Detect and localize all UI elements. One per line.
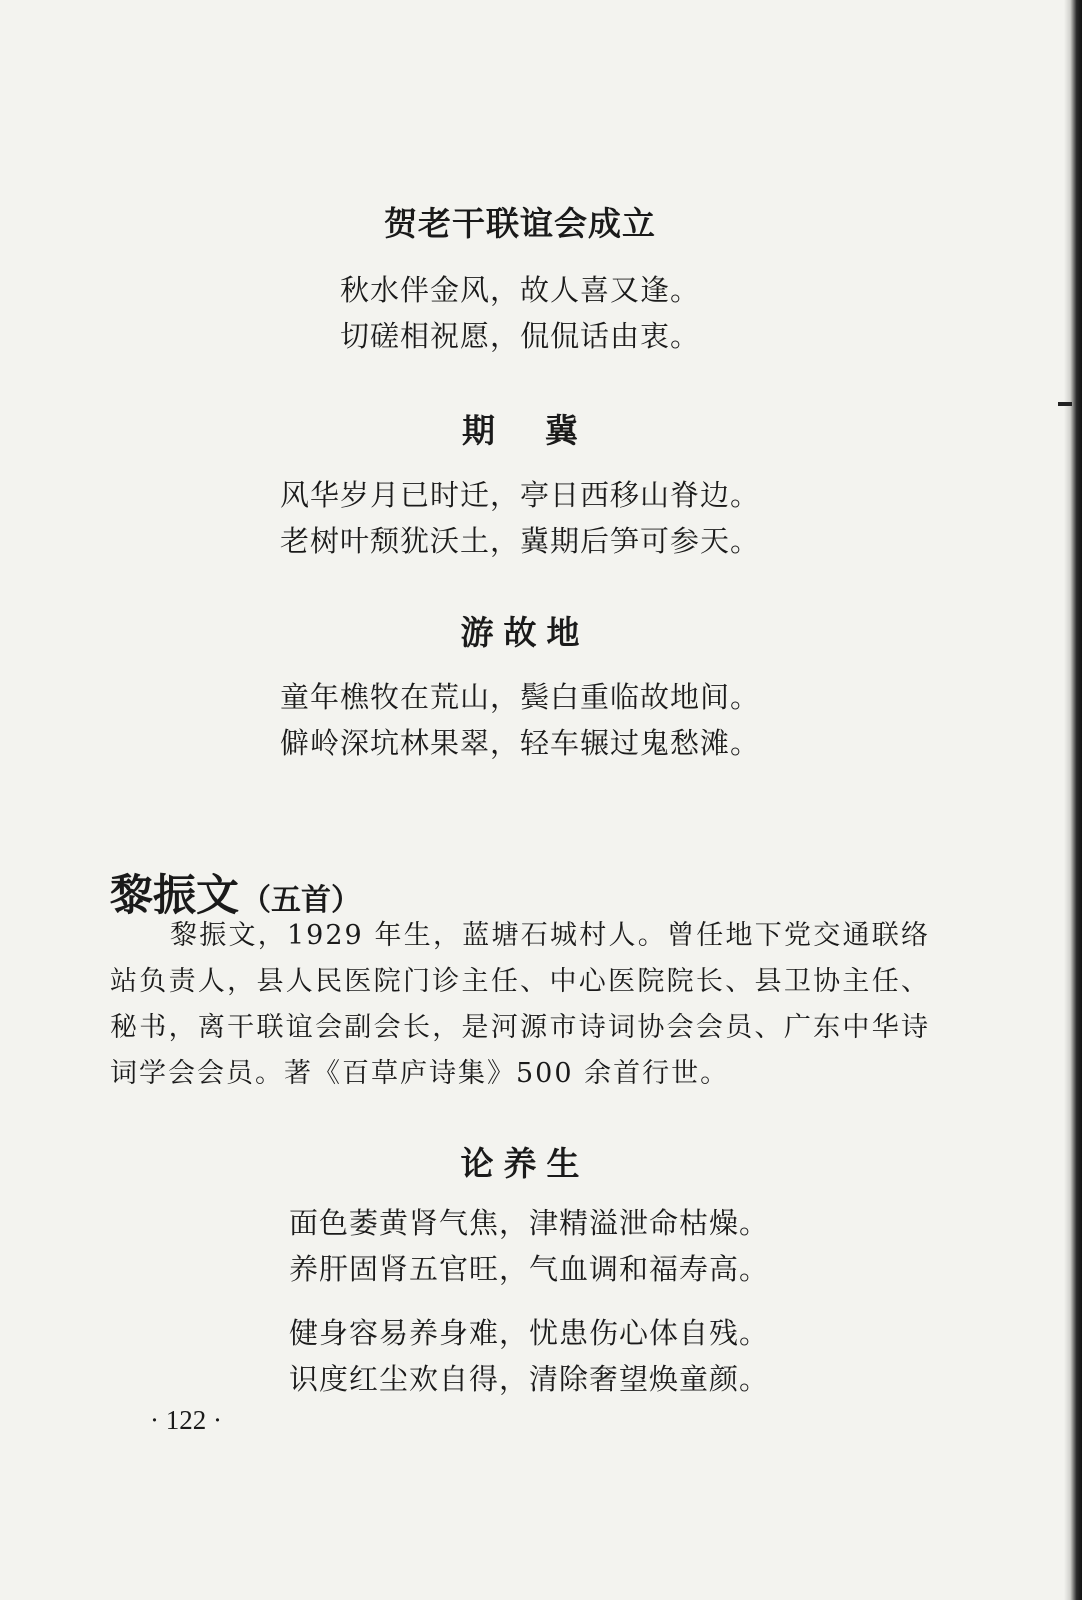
poem-line: 僻岭深坑林果翠，轻车辗过鬼愁滩。 [279,726,760,760]
author-bio: 黎振文，1929 年生，蓝塘石城村人。曾任地下党交通联络站负责人，县人民医院门诊主任、中心医院院长、县卫协主任、秘书，离干联谊会副会长，是河源市诗词协会会员、广东中华诗词学会会员。著《百草庐诗集》500 余首行世。 [110,920,930,1089]
poem-line: 秋水伴金风，故人喜又逢。 [339,273,700,307]
author-poem-count: （五首） [241,883,361,918]
poem-line: 切磋相祝愿，侃侃话由衷。 [339,319,700,353]
poem-line: 老树叶颓犹沃土，冀期后笋可参天。 [279,524,760,558]
poem-line: 健身容易养身难，忧患伤心体自残。 [289,1316,770,1350]
poem-body-1 [0,267,1040,359]
page-number: · 122 · [150,1405,222,1435]
page-edge-shadow [1064,0,1082,1600]
poem-title-1: 贺老干联谊会成立 [384,204,656,243]
poem-line: 风华岁月已时迁，亭日西移山脊边。 [279,478,760,512]
poem-line: 识度红尘欢自得，清除奢望焕童颜。 [289,1362,770,1396]
poem-title-2: 期冀 [462,411,628,450]
poem-line: 童年樵牧在荒山，鬓白重临故地间。 [279,680,760,714]
poem-line: 面色萎黄肾气焦，津精溢泄命枯燥。 [289,1206,770,1240]
poem-body-2 [0,472,1040,564]
poem-line: 养肝固肾五官旺，气血调和福寿高。 [289,1252,770,1286]
poem-title-3: 游故地 [460,613,590,652]
author-name: 黎振文 [110,871,239,921]
edge-mark [1058,402,1072,406]
poem-body-4-stanza-1 [289,1200,769,1292]
poem-body-4-stanza-2 [289,1310,769,1402]
poem-title-4: 论养生 [460,1144,590,1183]
poem-body-3 [0,674,1040,766]
